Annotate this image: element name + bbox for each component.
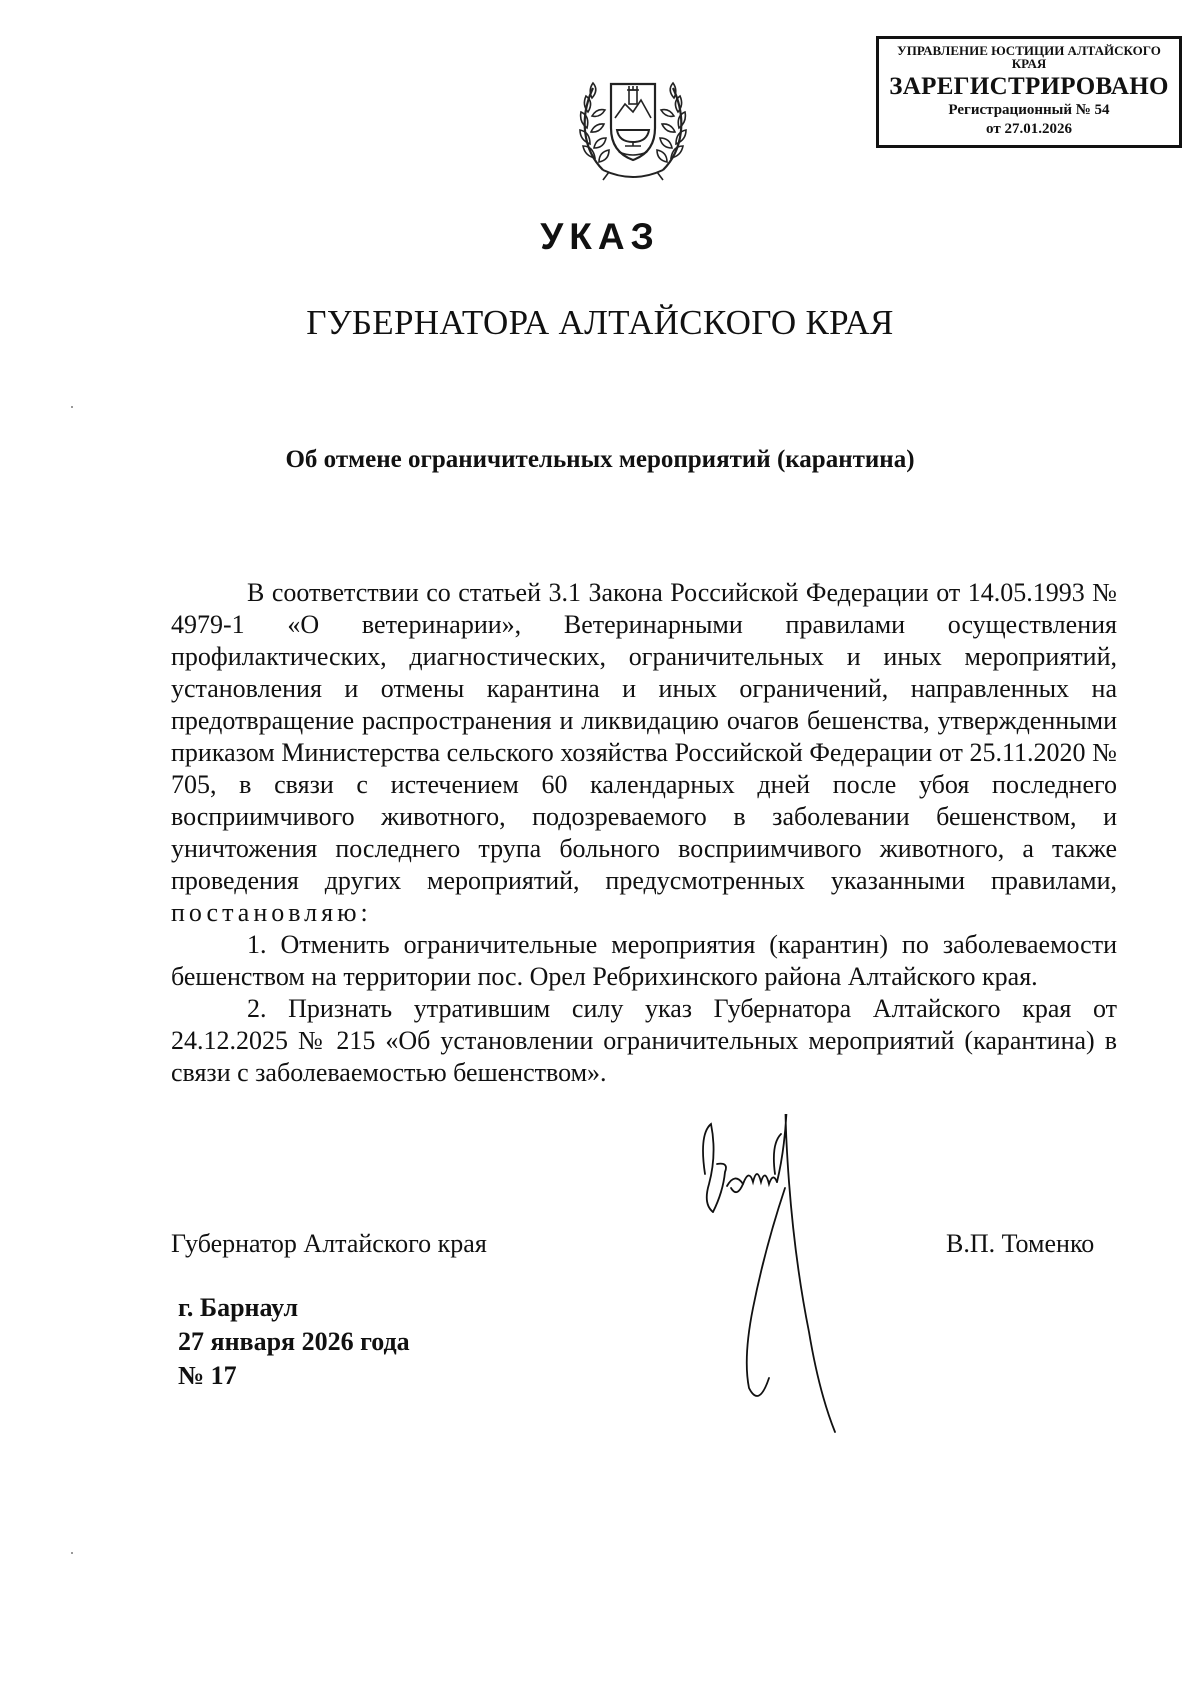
signer-name: В.П. Томенко [946, 1229, 1095, 1258]
scan-speck [71, 1552, 73, 1554]
handwritten-signature [685, 1114, 845, 1444]
document-type-title: УКАЗ [540, 216, 660, 257]
decree-body [171, 577, 1117, 1089]
issuer-title: ГУБЕРНАТОРА АЛТАЙСКОГО КРАЯ [306, 303, 894, 342]
issue-place: г. Барнаул [178, 1293, 299, 1322]
decree-subject: Об отмене ограничительных мероприятий (карантина) [285, 446, 915, 473]
issue-details [178, 1291, 410, 1393]
stamp-status: ЗАРЕГИСТРИРОВАНО [889, 73, 1169, 100]
registration-stamp [876, 36, 1182, 148]
decree-item-1: 1. Отменить ограничительные мероприятия (карантин) по заболеваемости бешенством на территории пос. Орел Ребрихинского района Алтайского края. [171, 930, 1117, 991]
coat-of-arms-icon [575, 58, 691, 182]
issue-date: 27 января 2026 года [178, 1327, 410, 1356]
stamp-date: от 27.01.2026 [986, 121, 1072, 137]
preamble-paragraph [171, 577, 1117, 929]
decree-item-2: 2. Признать утратившим силу указ Губернатора Алтайского края от 24.12.2025 № 215 «Об установлении ограничительных мероприятий (карантина) в связи с заболеваемостью бешенством». [171, 994, 1117, 1087]
stamp-registration-number: Регистрационный № 54 [948, 102, 1110, 118]
stamp-agency: УПРАВЛЕНИЕ ЮСТИЦИИ АЛТАЙСКОГО КРАЯ [897, 43, 1161, 71]
scan-speck [71, 406, 73, 408]
decree-word: постановляю: [171, 898, 372, 927]
signer-role: Губернатор Алтайского края [171, 1229, 487, 1258]
preamble-text: В соответствии со статьей 3.1 Закона Российской Федерации от 14.05.1993 № 4979-1 «О ветеринарии», Ветеринарными правилами осуществления профилактических, диагностических, ограничительных и иных мероприятий, установления и отмены карантина и иных ограничений, направленных на предотвращение распространения и ликвидацию очагов бешенства, утвержденными приказом Министерства сельского хозяйства Российской Федерации от 25.11.2020 № 705, в связи с истечением 60 календарных дней после убоя последнего восприимчивого животного, подозреваемого в заболевании бешенством, и уничтожения последнего трупа больного восприимчивого животного, а также проведения других мероприятий, предусмотренных указанными правилами, [171, 578, 1117, 895]
decree-number: № 17 [178, 1361, 237, 1390]
